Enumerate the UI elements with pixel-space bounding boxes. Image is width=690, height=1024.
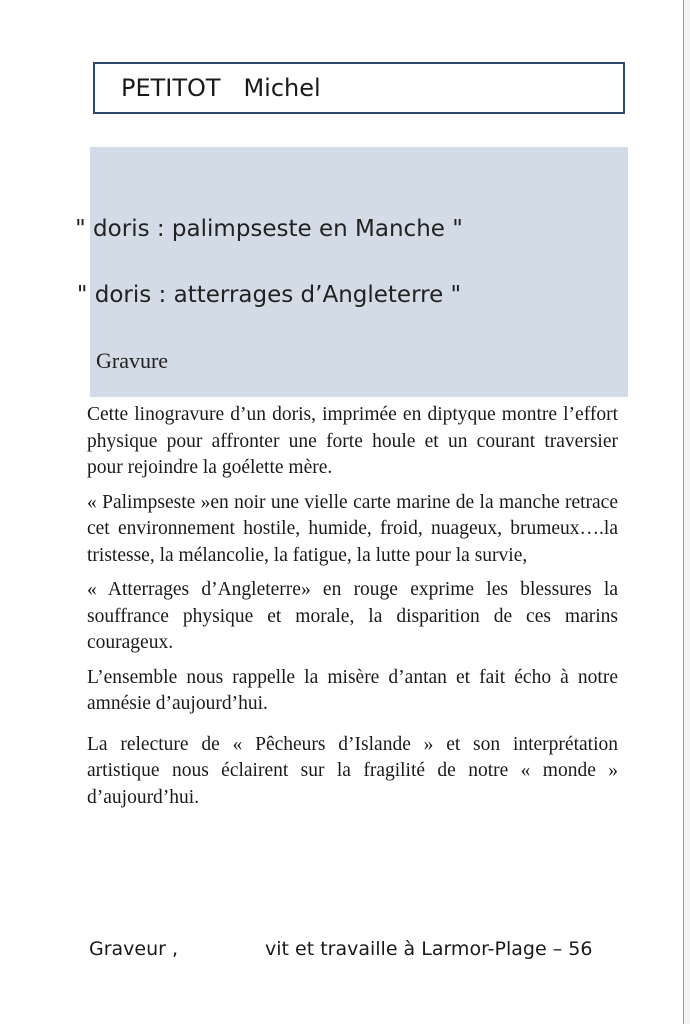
footer-role: Graveur , bbox=[89, 938, 179, 960]
title-panel bbox=[90, 147, 628, 397]
paragraph: L’ensemble nous rappelle la misère d’antan et fait écho à notre amnésie d’aujourd’hui. bbox=[87, 666, 618, 714]
artwork-title-2: " doris : atterrages d’Angleterre " bbox=[76, 282, 462, 308]
page-edge bbox=[683, 0, 690, 1024]
footer-location: vit et travaille à Larmor-Plage – 56 bbox=[265, 938, 593, 960]
artist-name-box bbox=[93, 62, 625, 114]
paragraph: « Palimpseste »en noir une vielle carte marine de la manche retrace cet environnement hostile, humide, froid, nuageux, brumeux….la tristesse, la mélancolie, la fatigue, la lutte pour la survie, bbox=[87, 491, 618, 566]
artist-name: PETITOT Michel bbox=[121, 74, 321, 102]
paragraph: La relecture de « Pêcheurs d’Islande » et son interprétation artistique nous éclairent sur la fragilité de notre « monde » d’aujourd’hui. bbox=[87, 733, 618, 808]
paragraph: Cette linogravure d’un doris, imprimée en diptyque montre l’effort physique pour affronter une forte houle et un courant traversier pour rejoindre la goélette mère. bbox=[87, 404, 618, 478]
technique-label: Gravure bbox=[96, 348, 169, 373]
artwork-title-1: " doris : palimpseste en Manche " bbox=[75, 216, 463, 242]
paragraph: « Atterrages d’Angleterre» en rouge exprime les blessures la souffrance physique et morale, la disparition de ces marins courageux. bbox=[87, 579, 618, 653]
description bbox=[87, 402, 618, 819]
